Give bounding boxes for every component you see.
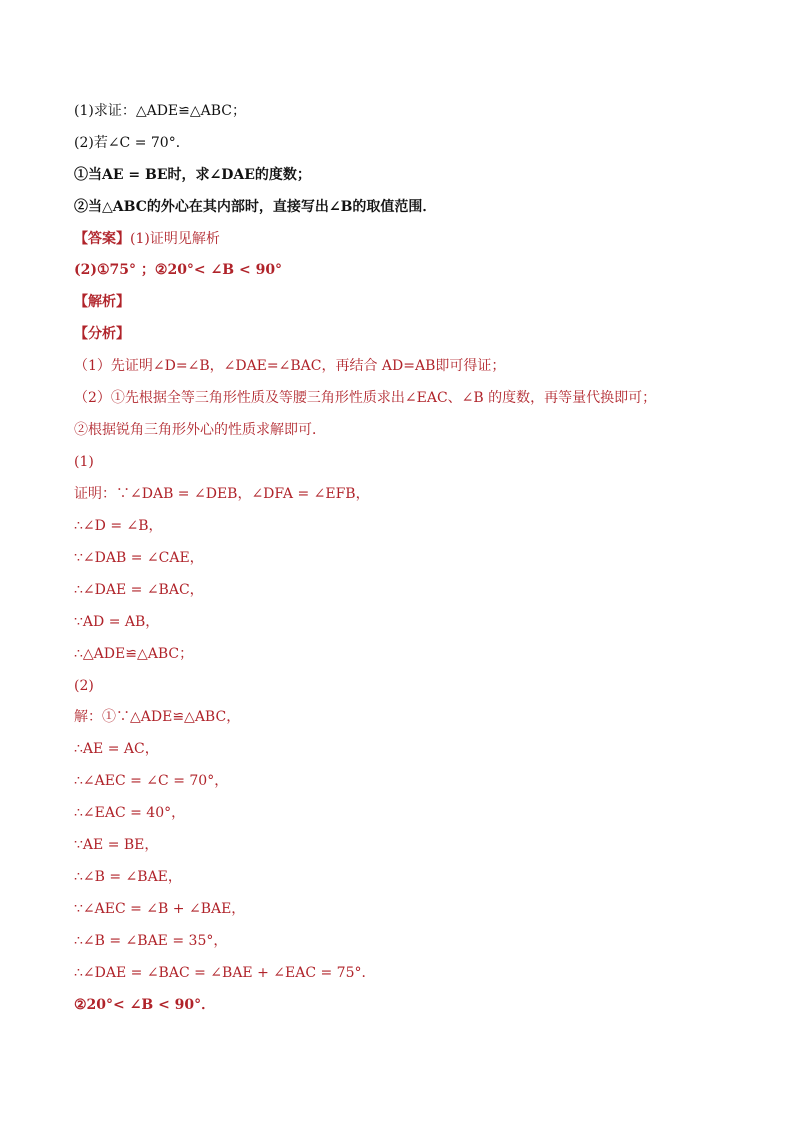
answer-part1: (1)证明见解析 — [130, 231, 220, 247]
solution-p1-line: 证明：∵∠DAB = ∠DEB，∠DFA = ∠EFB， — [74, 486, 370, 502]
jiexi-label: 【解析】 — [74, 294, 130, 310]
question-part2: (2)若∠C = 70°． — [74, 135, 190, 151]
solution-p2-line: ②20°< ∠B < 90°． — [74, 997, 216, 1013]
solution-p2-line: 解：①∵△ADE≌△ABC， — [74, 709, 241, 725]
solution-p1-line: ∴∠D = ∠B， — [74, 518, 163, 534]
analysis-line3: ②根据锐角三角形外心的性质求解即可． — [74, 422, 326, 438]
answer-label: 【答案】 — [74, 231, 130, 247]
question-sub1: ①当AE = BE时，求∠DAE的度数； — [74, 167, 311, 183]
solution-p2-line: ∵AE = BE， — [74, 837, 159, 853]
solution-p1-line: ∵AD = AB， — [74, 614, 160, 630]
solution-p2-line: ∵∠AEC = ∠B + ∠BAE， — [74, 901, 246, 917]
solution-p2-line: ∴∠EAC = 40°， — [74, 805, 186, 821]
analysis-line2: （2）①先根据全等三角形性质及等腰三角形性质求出∠EAC、∠B 的度数，再等量代换即可； — [74, 390, 657, 406]
question-sub2: ②当△ABC的外心在其内部时，直接写出∠B的取值范围． — [74, 199, 437, 215]
solution-p2-line: ∴∠B = ∠BAE = 35°， — [74, 933, 228, 949]
solution-p2-line: ∴∠DAE = ∠BAC = ∠BAE + ∠EAC = 75°． — [74, 965, 376, 981]
analysis-line1: （1）先证明∠D=∠B，∠DAE=∠BAC，再结合 AD=AB即可得证； — [74, 358, 506, 374]
solution-p2-line: ∴AE = AC， — [74, 741, 159, 757]
solution-p1-line: ∴△ADE≌△ABC； — [74, 646, 194, 662]
answer-line — [74, 230, 220, 248]
question-part1: (1)求证：△ADE≌△ABC； — [74, 103, 247, 119]
solution-p2-line: ∴∠B = ∠BAE， — [74, 869, 182, 885]
fenxi-label: 【分析】 — [74, 326, 130, 342]
solution-p2-label: (2) — [74, 678, 94, 694]
solution-p1-line: ∴∠DAE = ∠BAC， — [74, 582, 204, 598]
answer-part2: (2)①75° ；②20°< ∠B < 90° — [74, 262, 283, 278]
solution-p1-line: ∵∠DAB = ∠CAE， — [74, 550, 204, 566]
solution-p2-line: ∴∠AEC = ∠C = 70°， — [74, 773, 229, 789]
solution-p1-label: (1) — [74, 454, 94, 470]
